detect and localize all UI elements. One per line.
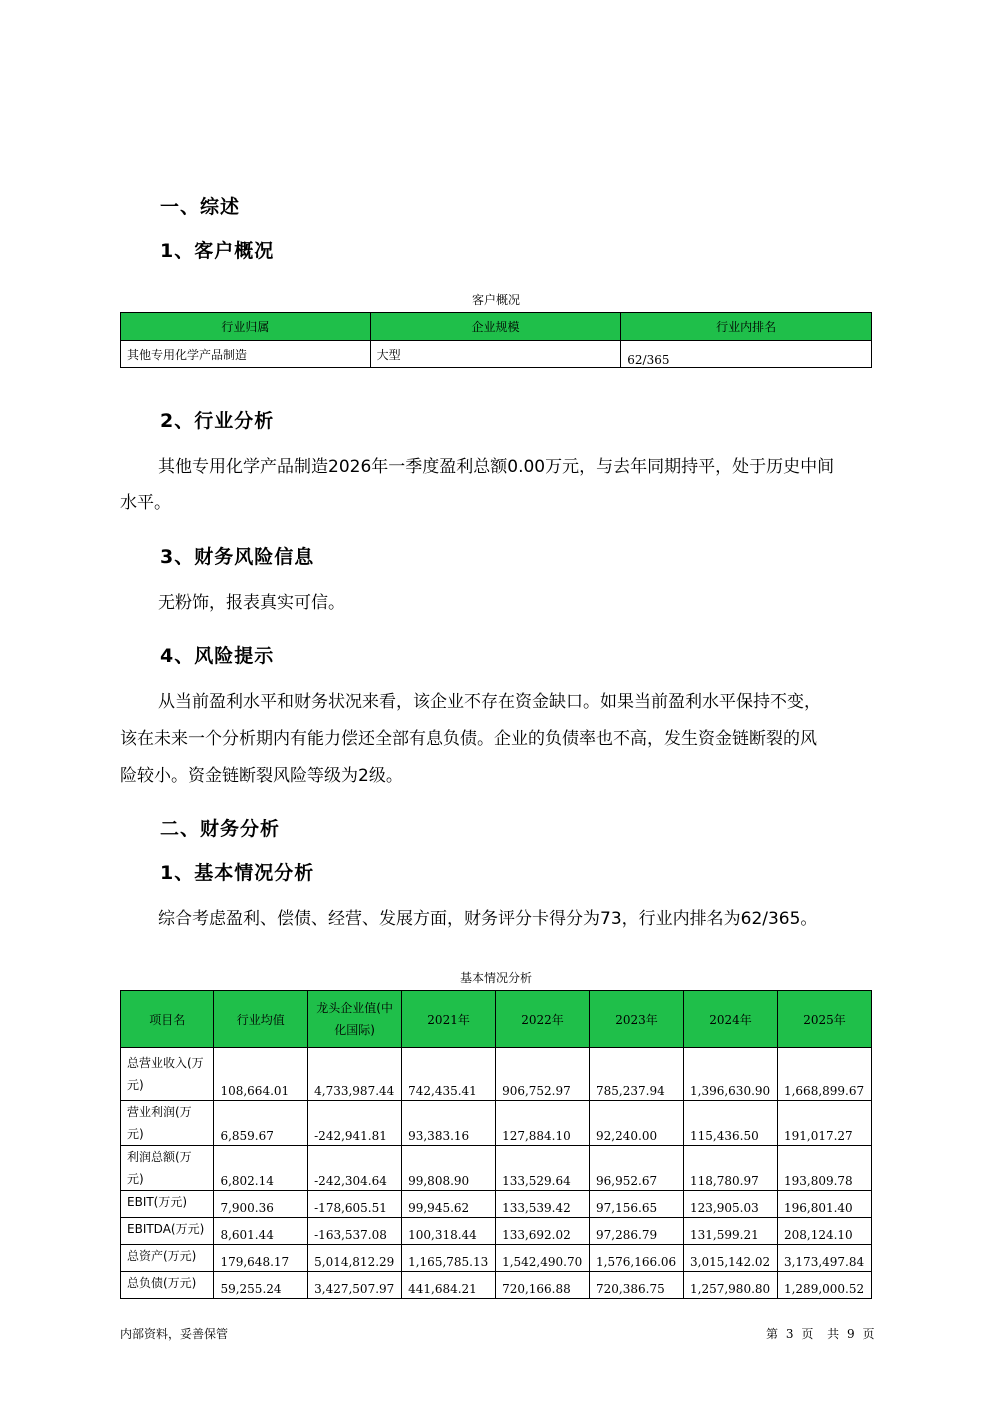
overview-table: [120, 312, 872, 368]
value-cell: 118,780.97: [684, 1146, 778, 1191]
footer-total-label: 共: [827, 1327, 840, 1341]
section-heading-overview: 一、综述: [160, 196, 241, 218]
overview-header-rank: 行业内排名: [621, 313, 872, 341]
table-row: [121, 1048, 872, 1101]
value-cell: 59,255.24: [214, 1272, 308, 1299]
basic-header-item: 项目名: [121, 991, 214, 1048]
footer-page-label: 页: [862, 1327, 875, 1341]
overview-cell-rank: 62/365: [621, 341, 872, 368]
table-row: [121, 1218, 872, 1245]
footer-total-pages: 9: [847, 1327, 855, 1341]
value-cell: 3,173,497.84: [777, 1245, 871, 1272]
value-cell: 1,165,785.13: [402, 1245, 496, 1272]
row-label-cell: 总资产(万元): [121, 1245, 214, 1272]
row-label-cell: 利润总额(万元): [121, 1146, 214, 1191]
value-cell: 4,733,987.44: [308, 1048, 402, 1101]
value-cell: 3,427,507.97: [308, 1272, 402, 1299]
value-cell: 99,945.62: [402, 1191, 496, 1218]
footer-page-label: 第: [766, 1327, 779, 1341]
value-cell: -163,537.08: [308, 1218, 402, 1245]
value-cell: 1,576,166.06: [590, 1245, 684, 1272]
value-cell: 6,859.67: [214, 1101, 308, 1146]
row-label-cell: 营业利润(万元): [121, 1101, 214, 1146]
basic-table-caption: 基本情况分析: [459, 971, 532, 985]
value-cell: -242,304.64: [308, 1146, 402, 1191]
value-cell: 93,383.16: [402, 1101, 496, 1146]
value-cell: 1,668,899.67: [777, 1048, 871, 1101]
value-cell: 115,436.50: [684, 1101, 778, 1146]
value-cell: 208,124.10: [777, 1218, 871, 1245]
value-cell: 441,684.21: [402, 1272, 496, 1299]
value-cell: 97,156.65: [590, 1191, 684, 1218]
row-label-cell: EBIT(万元): [121, 1191, 214, 1218]
overview-table-caption: 客户概况: [471, 293, 520, 307]
risk-tips-text-line2: 该在未来一个分析期内有能力偿还全部有息负债。企业的负债率也不高，发生资金链断裂的风: [120, 729, 817, 749]
risk-tips-text-line3: 险较小。资金链断裂风险等级为2级。: [120, 766, 403, 786]
value-cell: 133,692.02: [496, 1218, 590, 1245]
value-cell: 6,802.14: [214, 1146, 308, 1191]
row-label-cell: EBITDA(万元): [121, 1218, 214, 1245]
value-cell: 108,664.01: [214, 1048, 308, 1101]
basic-header-2022: 2022年: [496, 991, 590, 1048]
overview-cell-industry: 其他专用化学产品制造: [121, 341, 371, 368]
value-cell: 720,386.75: [590, 1272, 684, 1299]
footer-confidential: 内部资料，妥善保管: [120, 1327, 229, 1341]
industry-analysis-text-line2: 水平。: [120, 493, 171, 513]
subsection-heading-industry-analysis: 2、行业分析: [160, 410, 275, 432]
value-cell: 133,529.64: [496, 1146, 590, 1191]
basic-header-leader: 龙头企业值(中化国际): [308, 991, 402, 1048]
value-cell: 123,905.03: [684, 1191, 778, 1218]
value-cell: 1,289,000.52: [777, 1272, 871, 1299]
basic-header-2025: 2025年: [777, 991, 871, 1048]
value-cell: 99,808.90: [402, 1146, 496, 1191]
value-cell: -178,605.51: [308, 1191, 402, 1218]
value-cell: 3,015,142.02: [684, 1245, 778, 1272]
value-cell: 1,396,630.90: [684, 1048, 778, 1101]
basic-header-2023: 2023年: [590, 991, 684, 1048]
footer-page-number: [766, 1325, 874, 1342]
footer-page-label: 页: [801, 1327, 814, 1341]
value-cell: 191,017.27: [777, 1101, 871, 1146]
value-cell: 96,952.67: [590, 1146, 684, 1191]
overview-cell-scale: 大型: [370, 341, 621, 368]
value-cell: 127,884.10: [496, 1101, 590, 1146]
table-row: [121, 1245, 872, 1272]
industry-analysis-text-line1: 其他专用化学产品制造2026年一季度盈利总额0.00万元，与去年同期持平，处于历史中间: [158, 457, 835, 477]
value-cell: 742,435.41: [402, 1048, 496, 1101]
value-cell: -242,941.81: [308, 1101, 402, 1146]
table-row: [121, 1272, 872, 1299]
row-label-cell: 总营业收入(万元): [121, 1048, 214, 1101]
value-cell: 8,601.44: [214, 1218, 308, 1245]
value-cell: 100,318.44: [402, 1218, 496, 1245]
basic-header-2024: 2024年: [684, 991, 778, 1048]
value-cell: 92,240.00: [590, 1101, 684, 1146]
subsection-heading-basic-analysis: 1、基本情况分析: [160, 862, 315, 884]
value-cell: 1,542,490.70: [496, 1245, 590, 1272]
value-cell: 133,539.42: [496, 1191, 590, 1218]
overview-header-scale: 企业规模: [370, 313, 621, 341]
section-heading-financial-analysis: 二、财务分析: [160, 818, 281, 840]
row-label-cell: 总负债(万元): [121, 1272, 214, 1299]
value-cell: 1,257,980.80: [684, 1272, 778, 1299]
value-cell: 97,286.79: [590, 1218, 684, 1245]
value-cell: 179,648.17: [214, 1245, 308, 1272]
value-cell: 196,801.40: [777, 1191, 871, 1218]
basic-analysis-table: [120, 990, 872, 1299]
value-cell: 720,166.88: [496, 1272, 590, 1299]
value-cell: 785,237.94: [590, 1048, 684, 1101]
value-cell: 5,014,812.29: [308, 1245, 402, 1272]
value-cell: 906,752.97: [496, 1048, 590, 1101]
basic-analysis-text: 综合考虑盈利、偿债、经营、发展方面，财务评分卡得分为73，行业内排名为62/365。: [158, 909, 818, 929]
value-cell: 193,809.78: [777, 1146, 871, 1191]
table-row: [121, 1191, 872, 1218]
risk-tips-text-line1: 从当前盈利水平和财务状况来看，该企业不存在资金缺口。如果当前盈利水平保持不变，: [158, 692, 821, 712]
table-row: [121, 1146, 872, 1191]
value-cell: 131,599.21: [684, 1218, 778, 1245]
value-cell: 7,900.36: [214, 1191, 308, 1218]
basic-header-2021: 2021年: [402, 991, 496, 1048]
subsection-heading-risk-tips: 4、风险提示: [160, 645, 275, 667]
financial-risk-text: 无粉饰，报表真实可信。: [158, 593, 345, 613]
subsection-heading-financial-risk: 3、财务风险信息: [160, 546, 315, 568]
overview-header-industry: 行业归属: [121, 313, 371, 341]
basic-header-industry-avg: 行业均值: [214, 991, 308, 1048]
table-row: [121, 1101, 872, 1146]
footer-current-page: 3: [785, 1327, 794, 1341]
subsection-heading-customer-overview: 1、客户概况: [160, 240, 275, 262]
